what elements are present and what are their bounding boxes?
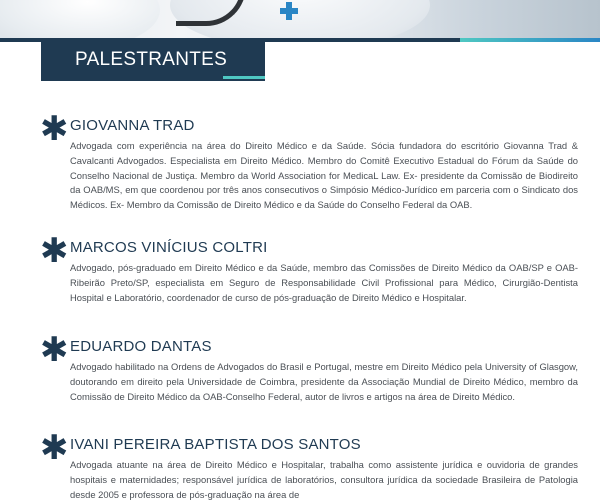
asterisk-bullet-icon: ✱ [40, 428, 69, 468]
title-accent-bar [223, 76, 265, 79]
speaker-name: GIOVANNA TRAD [70, 117, 195, 134]
medical-cross-icon [280, 2, 298, 20]
asterisk-bullet-icon: ✱ [40, 231, 69, 271]
speaker-name: IVANI PEREIRA BAPTISTA DOS SANTOS [70, 436, 361, 453]
speaker-bio: Advogado habilitado na Ordens de Advogados do Brasil e Portugal, mestre em Direito Médico pela University of Glasgow, doutorando em direito pela Universidade de Coimbra, presidente da Associação Mundial de Direito Médico, membro da Comissão de Direito Médico da OAB-Conselho Federal, autor de livros e artigos na área de Direito Médico. [70, 361, 578, 402]
doctor-coat-left [0, 0, 160, 38]
speaker-bio: Advogada com experiência na área do Direito Médico e da Saúde. Sócia fundadora do escritório Giovanna Trad & Cavalcanti Advogados. Especialista em Direito Médico. Membro do Comitê Executivo Estadual do Fórum da Saúde do Conselho Nacional de Justiça. Membro da World Association for MedicaL Law. Ex- presidente da Comissão de Biodireito da OAB/MS, em que coordenou por três anos consecutivos o Simpósio Médico-Jurídico em parceria com o Sindicato dos Médicos. Ex- Membro da Comissão de Direito Médico e da Saúde do Conselho Federal da OAB. [70, 140, 578, 211]
speaker-bio: Advogada atuante na área de Direito Médico e Hospitalar, trabalha como assistente jurídica e ouvidoria de grandes hospitais e maternidades; responsável jurídica de laboratórios, consultora jurídica da sociedade Brasileira de Patologia desde 2005 e professora de pós-graduação na área de [70, 459, 578, 500]
header-stripe-accent [460, 38, 600, 42]
asterisk-bullet-icon: ✱ [40, 330, 69, 370]
header-photo [0, 0, 600, 38]
asterisk-bullet-icon: ✱ [40, 109, 69, 149]
section-title: PALESTRANTES [75, 49, 228, 70]
speaker-name: MARCOS VINÍCIUS COLTRI [70, 239, 268, 256]
speaker-bio: Advogado, pós-graduado em Direito Médico e da Saúde, membro das Comissões de Direito Médico da OAB/SP e OAB-Ribeirão Preto/SP, especialista em Seguro de Responsabilidade Civil Profissional para Médico, Cirurgião-Dentista Hospital e Laboratório, coordenador de curso de pós-graduação de Direito Médico e Hospitalar. [70, 262, 578, 303]
section-title-tab [41, 42, 265, 81]
speaker-name: EDUARDO DANTAS [70, 338, 212, 355]
